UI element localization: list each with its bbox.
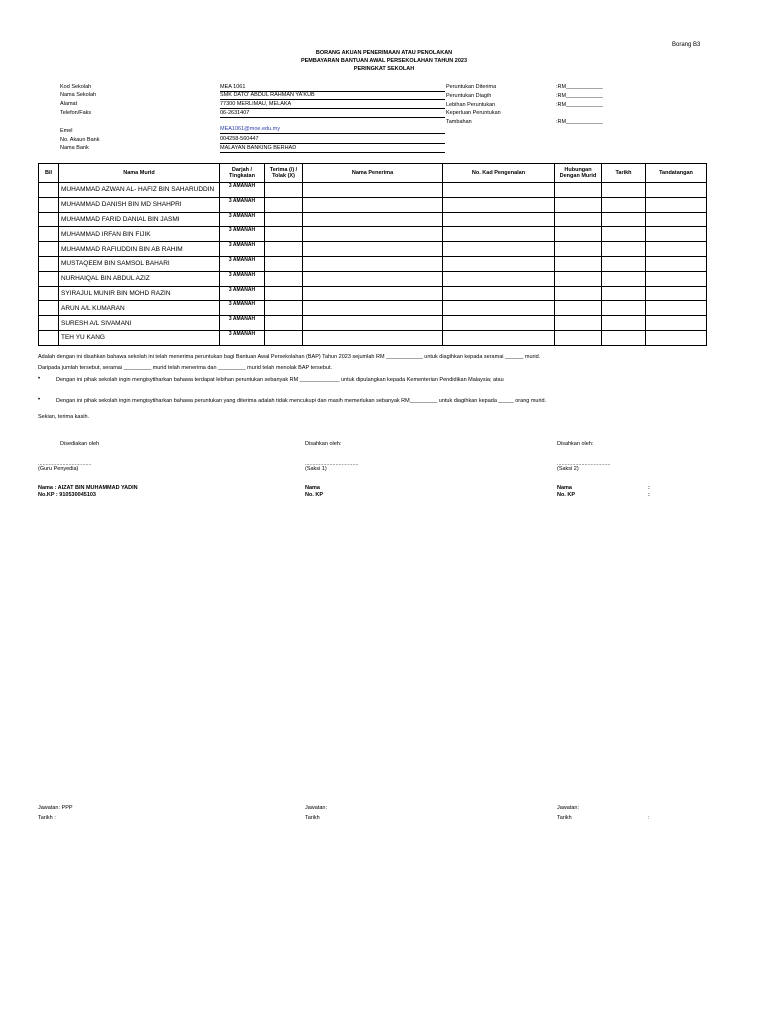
cell-relationship[interactable] <box>555 256 602 271</box>
info-value-bank-name: MALAYAN BANKING BERHAD <box>220 145 445 153</box>
header-accept-reject: Terima (/) / Tolak (X) <box>265 164 303 183</box>
header-bil: Bil <box>39 164 59 183</box>
sig3-kp: No. KP <box>557 492 576 498</box>
cell-accept-reject[interactable] <box>265 227 303 242</box>
cell-ic-number[interactable] <box>443 316 555 331</box>
form-code: Borang B3 <box>672 42 701 48</box>
cell-signature[interactable] <box>646 242 707 257</box>
sig3-kp-colon: : <box>648 492 650 498</box>
cell-level: 3 AMANAH <box>220 271 265 286</box>
cell-signature[interactable] <box>646 197 707 212</box>
cell-accept-reject[interactable] <box>265 301 303 316</box>
cell-recipient-name[interactable] <box>303 242 443 257</box>
info-value-school-name: SMK DATO' ABDUL RAHMAN YA'KUB <box>220 92 445 100</box>
cell-signature[interactable] <box>646 271 707 286</box>
header-ic-number: No. Kad Pengenalan <box>443 164 555 183</box>
cell-ic-number[interactable] <box>443 197 555 212</box>
cell-relationship[interactable] <box>555 271 602 286</box>
sig1-role: (Guru Penyedia) <box>38 466 79 472</box>
header-student-name: Nama Murid <box>59 164 220 183</box>
alloc-label-additional: Tambahan <box>446 119 472 125</box>
cell-recipient-name[interactable] <box>303 227 443 242</box>
cell-ic-number[interactable] <box>443 183 555 198</box>
cell-bil <box>39 316 59 331</box>
cell-accept-reject[interactable] <box>265 242 303 257</box>
cell-recipient-name[interactable] <box>303 183 443 198</box>
cell-bil <box>39 271 59 286</box>
cell-recipient-name[interactable] <box>303 271 443 286</box>
cell-relationship[interactable] <box>555 286 602 301</box>
alloc-label-received: Peruntukan Diterima <box>446 84 497 90</box>
sig2-name: Nama <box>305 485 320 491</box>
info-label-phone: Telefon/Faks <box>60 110 92 116</box>
sig3-name: Nama <box>557 485 572 491</box>
sig2-heading: Disahkan oleh: <box>305 441 342 447</box>
cell-ic-number[interactable] <box>443 330 555 345</box>
sig3-heading: Disahkan oleh: <box>557 441 594 447</box>
header-date: Tarikh <box>602 164 646 183</box>
sig1-jawatan: Jawatan: PPP <box>38 805 73 811</box>
table-row <box>39 271 707 286</box>
cell-student-name: MUHAMMAD IRFAN BIN FIJIK <box>59 227 220 242</box>
sig1-heading: Disediakan oleh <box>60 441 100 447</box>
cell-ic-number[interactable] <box>443 242 555 257</box>
cell-student-name: TEH YU KANG <box>59 330 220 345</box>
cell-signature[interactable] <box>646 227 707 242</box>
table-row <box>39 256 707 271</box>
info-label-email: Emel <box>60 128 73 134</box>
header-relationship: Hubungan Dengan Murid <box>555 164 602 183</box>
sig3-dots: ................................... <box>557 461 611 467</box>
cell-date[interactable] <box>602 271 646 286</box>
sig3-tarikh-colon: : <box>648 815 650 821</box>
info-label-bank-name: Nama Bank <box>60 145 89 151</box>
cell-bil <box>39 197 59 212</box>
sig2-jawatan: Jawatan: <box>305 805 328 811</box>
sig3-name-colon: : <box>648 485 650 491</box>
cell-bil <box>39 330 59 345</box>
cell-relationship[interactable] <box>555 316 602 331</box>
statement-bullet-2: Dengan ini pihak sekolah ingin mengisytiharkan bahawa peruntukan yang diterima adalah tidak mencukupi dan masih memerlukan sebanyak RM_________ untuk diagihkan kepada _____ orang murid. <box>56 398 547 404</box>
cell-signature[interactable] <box>646 256 707 271</box>
table-row <box>39 286 707 301</box>
sig1-tarikh: Tarikh : <box>38 815 56 821</box>
cell-recipient-name[interactable] <box>303 286 443 301</box>
sig3-jawatan: Jawatan: <box>557 805 580 811</box>
cell-level: 3 AMANAH <box>220 316 265 331</box>
cell-level: 3 AMANAH <box>220 197 265 212</box>
cell-level: 3 AMANAH <box>220 212 265 227</box>
cell-date[interactable] <box>602 227 646 242</box>
title-line-2: PEMBAYARAN BANTUAN AWAL PERSEKOLAHAN TAHUN 2023 <box>300 58 468 64</box>
info-value-bank-account: 004258-560447 <box>220 136 445 144</box>
header-signature: Tandatangan <box>646 164 707 183</box>
cell-level: 3 AMANAH <box>220 286 265 301</box>
title-line-1: BORANG AKUAN PENERIMAAN ATAU PENOLAKAN <box>315 50 453 56</box>
sig1-name: Nama : AIZAT BIN MUHAMMAD YADIN <box>38 485 138 491</box>
cell-ic-number[interactable] <box>443 286 555 301</box>
cell-bil <box>39 212 59 227</box>
table-row <box>39 212 707 227</box>
cell-recipient-name[interactable] <box>303 197 443 212</box>
info-label-school-code: Kod Sekolah <box>60 84 92 90</box>
cell-bil <box>39 301 59 316</box>
cell-bil <box>39 242 59 257</box>
info-value-school-code: MEA 1061 <box>220 84 445 92</box>
cell-signature[interactable] <box>646 212 707 227</box>
student-table <box>38 163 707 346</box>
sig1-dots: ................................... <box>38 461 92 467</box>
cell-signature[interactable] <box>646 316 707 331</box>
cell-date[interactable] <box>602 330 646 345</box>
cell-relationship[interactable] <box>555 183 602 198</box>
cell-bil <box>39 256 59 271</box>
table-row <box>39 316 707 331</box>
alloc-label-surplus: Lebihan Peruntukan <box>446 102 496 108</box>
title-line-3: PERINGKAT SEKOLAH <box>353 66 415 72</box>
sig3-tarikh: Tarikh <box>557 815 572 821</box>
cell-ic-number[interactable] <box>443 271 555 286</box>
cell-student-name: MUHAMMAD RAFIUDDIN BIN AB RAHIM <box>59 242 220 257</box>
statement-line-1: Adalah dengan ini disahkan bahawa sekolah ini telah menerima peruntukan bagi Bantuan Awal Persekolahan (BAP) Tahun 2023 sejumlah RM ____________ untuk diagihkan kepada seramai ______ murid. <box>38 354 541 360</box>
sig2-dots: ................................... <box>305 461 359 467</box>
sig2-role: (Saksi 1) <box>305 466 327 472</box>
cell-date[interactable] <box>602 183 646 198</box>
cell-level: 3 AMANAH <box>220 183 265 198</box>
cell-recipient-name[interactable] <box>303 301 443 316</box>
header-level: Darjah / Tingkatan <box>220 164 265 183</box>
cell-recipient-name[interactable] <box>303 316 443 331</box>
cell-ic-number[interactable] <box>443 301 555 316</box>
table-header-row <box>39 164 707 183</box>
cell-date[interactable] <box>602 242 646 257</box>
cell-accept-reject[interactable] <box>265 330 303 345</box>
info-value-address: 77300 MERLIMAU, MELAKA <box>220 101 445 109</box>
table-row <box>39 227 707 242</box>
info-value-email[interactable]: MEA1061@moe.edu.my <box>220 126 445 134</box>
table-row <box>39 301 707 316</box>
sig1-kp: No.KP : 910530045103 <box>38 492 96 498</box>
cell-student-name: SYIRAJUL MUNIR BIN MOHD RAZIN <box>59 286 220 301</box>
cell-signature[interactable] <box>646 301 707 316</box>
cell-date[interactable] <box>602 256 646 271</box>
sig2-kp: No. KP <box>305 492 324 498</box>
cell-recipient-name[interactable] <box>303 256 443 271</box>
statement-thanks: Sekian, terima kasih. <box>38 414 90 420</box>
cell-student-name: NURHAIQAL BIN ABDUL AZIZ <box>59 271 220 286</box>
cell-bil <box>39 227 59 242</box>
cell-bil <box>39 183 59 198</box>
cell-accept-reject[interactable] <box>265 197 303 212</box>
cell-recipient-name[interactable] <box>303 330 443 345</box>
table-row <box>39 197 707 212</box>
alloc-label-distributed: Peruntukan Diagih <box>446 93 492 99</box>
cell-signature[interactable] <box>646 330 707 345</box>
alloc-value-distributed: :RM____________ <box>556 93 603 99</box>
cell-student-name: ARUN A/L KUMARAN <box>59 301 220 316</box>
info-label-address: Alamat <box>60 101 78 107</box>
info-label-bank-account: No. Akaun Bank <box>60 137 100 143</box>
statement-bullet-1: Dengan ini pihak sekolah ingin mengisytiharkan bahawa terdapat lebihan peruntukan sebanyak RM _____________ untuk dipulangkan kepada Kementerian Pendidikan Malaysia; atau <box>56 377 504 383</box>
cell-ic-number[interactable] <box>443 212 555 227</box>
header-recipient-name: Nama Penerima <box>303 164 443 183</box>
cell-relationship[interactable] <box>555 212 602 227</box>
cell-relationship[interactable] <box>555 330 602 345</box>
sig2-tarikh: Tarikh <box>305 815 320 821</box>
cell-date[interactable] <box>602 301 646 316</box>
alloc-label-needed: Keperluan Peruntukan <box>446 110 501 116</box>
bullet-1-marker: • <box>38 376 41 382</box>
cell-accept-reject[interactable] <box>265 256 303 271</box>
alloc-value-received: :RM____________ <box>556 84 603 90</box>
alloc-value-surplus: :RM____________ <box>556 102 603 108</box>
cell-relationship[interactable] <box>555 301 602 316</box>
cell-relationship[interactable] <box>555 242 602 257</box>
info-value-phone: 06-2631407 <box>220 110 445 118</box>
table-row <box>39 183 707 198</box>
cell-relationship[interactable] <box>555 197 602 212</box>
cell-level: 3 AMANAH <box>220 227 265 242</box>
statement-line-2: Daripada jumlah tersebut, seramai _________ murid telah menerima dan _________ murid telah menolak BAP tersebut. <box>38 365 333 371</box>
cell-signature[interactable] <box>646 286 707 301</box>
table-row <box>39 330 707 345</box>
info-label-school-name: Nama Sekolah <box>60 92 97 98</box>
cell-student-name: MUHAMMAD FARID DANIAL BIN JASMI <box>59 212 220 227</box>
cell-accept-reject[interactable] <box>265 316 303 331</box>
cell-ic-number[interactable] <box>443 227 555 242</box>
cell-level: 3 AMANAH <box>220 256 265 271</box>
cell-accept-reject[interactable] <box>265 183 303 198</box>
cell-accept-reject[interactable] <box>265 212 303 227</box>
cell-relationship[interactable] <box>555 227 602 242</box>
cell-bil <box>39 286 59 301</box>
cell-date[interactable] <box>602 212 646 227</box>
cell-student-name: MUHAMMAD DANISH BIN MD SHAHPRI <box>59 197 220 212</box>
cell-date[interactable] <box>602 286 646 301</box>
cell-student-name: MUSTAQEEM BIN SAMSOL BAHARI <box>59 256 220 271</box>
cell-accept-reject[interactable] <box>265 286 303 301</box>
table-row <box>39 242 707 257</box>
cell-signature[interactable] <box>646 183 707 198</box>
cell-accept-reject[interactable] <box>265 271 303 286</box>
cell-level: 3 AMANAH <box>220 301 265 316</box>
cell-ic-number[interactable] <box>443 256 555 271</box>
alloc-value-additional: :RM____________ <box>556 119 603 125</box>
cell-recipient-name[interactable] <box>303 212 443 227</box>
cell-date[interactable] <box>602 197 646 212</box>
cell-level: 3 AMANAH <box>220 330 265 345</box>
cell-student-name: SURESH A/L SIVAMANI <box>59 316 220 331</box>
bullet-2-marker: • <box>38 397 41 403</box>
cell-date[interactable] <box>602 316 646 331</box>
sig3-role: (Saksi 2) <box>557 466 579 472</box>
cell-level: 3 AMANAH <box>220 242 265 257</box>
cell-student-name: MUHAMMAD AZWAN AL- HAFIZ BIN SAHARUDDIN <box>59 183 220 198</box>
